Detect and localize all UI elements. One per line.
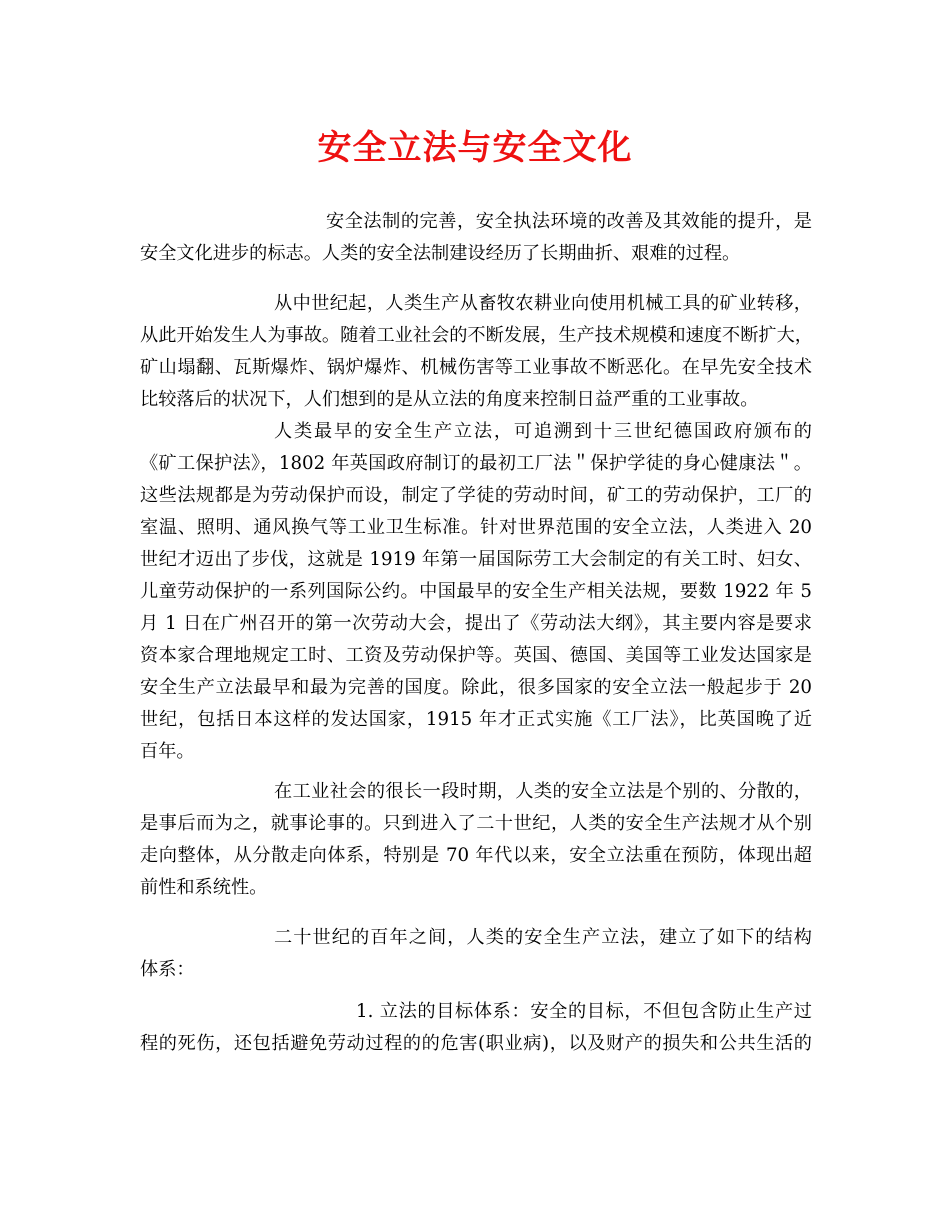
text-line: 月 1 日在广州召开的第一次劳动大会，提出了《劳动法大纲》，其主要内容是要求 — [140, 613, 812, 634]
paragraph — [140, 416, 812, 768]
text-line: 资本家合理地规定工时、工资及劳动保护等。英国、德国、美国等工业发达国家是 — [140, 645, 812, 666]
text-line: 体系： — [140, 959, 195, 980]
text-line: 世纪，包括日本这样的发达国家，1915 年才正式实施《工厂法》，比英国晚了近 — [140, 709, 812, 730]
text-line: 在工业社会的很长一段时期，人类的安全立法是个别的、分散的， — [274, 781, 812, 802]
text-line: 比较落后的状况下，人们想到的是从立法的角度来控制日益严重的工业事故。 — [140, 389, 759, 410]
text-line: 人类最早的安全生产立法，可追溯到十三世纪德国政府颁布的 — [274, 421, 812, 442]
text-line: 儿童劳动保护的一系列国际公约。中国最早的安全生产相关法规，要数 1922 年 5 — [140, 581, 812, 602]
text-line: 这些法规都是为劳动保护而设，制定了学徒的劳动时间，矿工的劳动保护，工厂的 — [140, 485, 812, 506]
text-line: 安全生产立法最早和最为完善的国度。除此，很多国家的安全立法一般起步于 20 — [140, 677, 812, 698]
text-line: 《矿工保护法》，1802 年英国政府制订的最初工厂法＂保护学徒的身心健康法＂。 — [140, 453, 812, 474]
text-line: 世纪才迈出了步伐，这就是 1919 年第一届国际劳工大会制定的有关工时、妇女、 — [140, 549, 812, 570]
text-line: 是事后而为之，就事论事的。只到进入了二十世纪，人类的安全生产法规才从个别 — [140, 813, 812, 834]
text-line: 程的死伤，还包括避免劳动过程的的危害(职业病)，以及财产的损失和公共生活的 — [140, 1033, 812, 1054]
text-line: 走向整体，从分散走向体系，特别是 70 年代以来，安全立法重在预防，体现出超 — [140, 845, 812, 866]
text-line: 前性和系统性。 — [140, 877, 268, 898]
paragraph — [140, 922, 812, 986]
paragraph — [140, 996, 812, 1060]
text-line: 百年。 — [140, 741, 195, 762]
text-line: 矿山塌翻、瓦斯爆炸、锅炉爆炸、机械伤害等工业事故不断恶化。在早先安全技术 — [140, 357, 812, 378]
text-line: 二十世纪的百年之间，人类的安全生产立法，建立了如下的结构 — [274, 927, 812, 948]
text-line: 室温、照明、通风换气等工业卫生标准。针对世界范围的安全立法，人类进入 20 — [140, 517, 812, 538]
paragraph — [140, 206, 812, 270]
text-line: 1. 立法的目标体系：安全的目标，不但包含防止生产过 — [356, 1001, 812, 1022]
paragraph — [140, 776, 812, 904]
text-line: 安全文化进步的标志。人类的安全法制建设经历了长期曲折、艰难的过程。 — [140, 243, 741, 264]
paragraph — [140, 288, 812, 416]
text-line: 从此开始发生人为事故。随着工业社会的不断发展，生产技术规模和速度不断扩大， — [140, 325, 813, 346]
text-line: 从中世纪起，人类生产从畜牧农耕业向使用机械工具的矿业转移， — [274, 293, 812, 314]
text-line: 安全法制的完善，安全执法环境的改善及其效能的提升，是 — [326, 211, 812, 232]
document-title: 安全立法与安全文化 — [317, 128, 633, 168]
document-body — [140, 206, 812, 1060]
